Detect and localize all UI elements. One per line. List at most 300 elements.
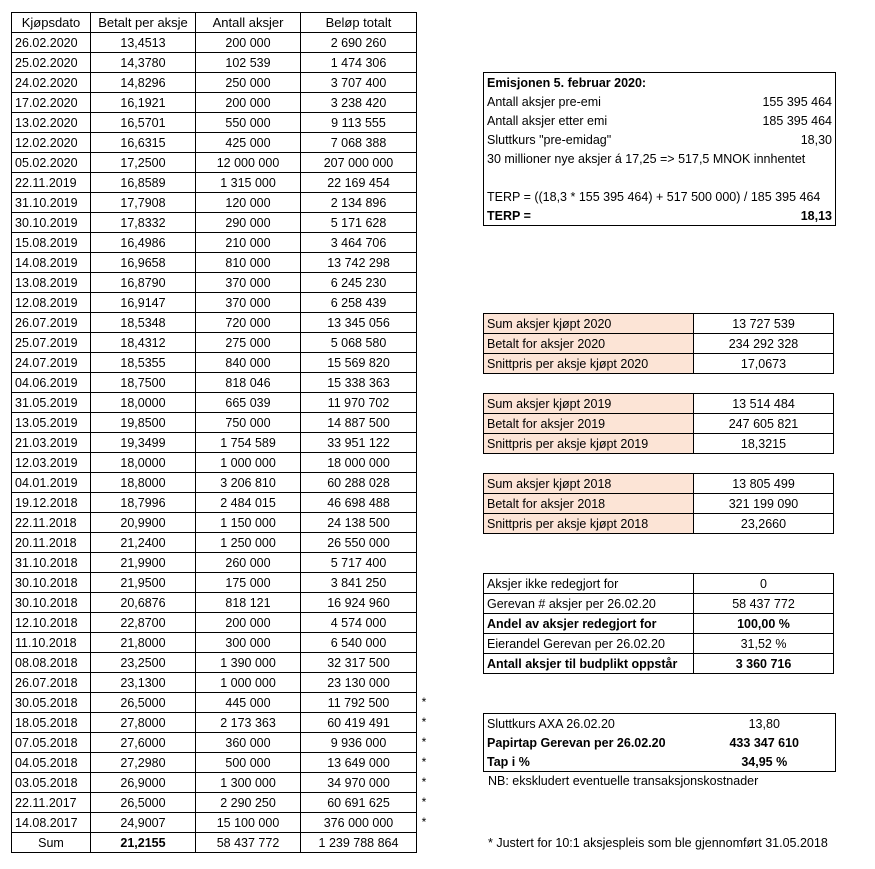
terp-label: TERP = — [487, 208, 531, 223]
table-row — [12, 593, 417, 613]
price-cell: 18,4312 — [91, 333, 196, 353]
split-marker — [418, 492, 430, 512]
table-row — [12, 93, 417, 113]
share-count-cell: 200 000 — [196, 613, 301, 633]
price-cell: 17,2500 — [91, 153, 196, 173]
ownership-label: Andel av aksjer redegjort for — [484, 614, 694, 634]
summary-value: 17,0673 — [694, 354, 834, 374]
price-cell: 26,9000 — [91, 773, 196, 793]
summary-2018-table — [483, 473, 834, 534]
summary-label: Sum aksjer kjøpt 2020 — [484, 314, 694, 334]
summary-value: 13 727 539 — [694, 314, 834, 334]
purchase-date-cell: 12.08.2019 — [12, 293, 91, 313]
price-cell: 17,7908 — [91, 193, 196, 213]
total-amount-cell: 33 951 122 — [301, 433, 417, 453]
table-row — [12, 53, 417, 73]
share-count-cell: 1 300 000 — [196, 773, 301, 793]
share-count-cell: 12 000 000 — [196, 153, 301, 173]
ownership-value: 58 437 772 — [694, 594, 834, 614]
summary-label: Sum aksjer kjøpt 2019 — [484, 394, 694, 414]
summary-label: Betalt for aksjer 2019 — [484, 414, 694, 434]
total-amount-cell: 18 000 000 — [301, 453, 417, 473]
ownership-label: Aksjer ikke redegjort for — [484, 574, 694, 594]
emission-label: Antall aksjer pre-emi — [487, 94, 601, 109]
share-count-cell: 120 000 — [196, 193, 301, 213]
total-amount-cell: 15 569 820 — [301, 353, 417, 373]
table-row — [12, 353, 417, 373]
table-row — [12, 733, 417, 753]
table-row — [12, 213, 417, 233]
split-marker: * — [421, 735, 427, 749]
ownership-label: Eierandel Gerevan per 26.02.20 — [484, 634, 694, 654]
table-row — [12, 573, 417, 593]
purchase-date-cell: 24.07.2019 — [12, 353, 91, 373]
sum-total-amount: 1 239 788 864 — [301, 833, 417, 853]
price-cell: 17,8332 — [91, 213, 196, 233]
total-amount-cell: 13 649 000 — [301, 753, 417, 773]
total-amount-cell: 7 068 388 — [301, 133, 417, 153]
total-amount-cell: 34 970 000 — [301, 773, 417, 793]
total-amount-cell: 6 540 000 — [301, 633, 417, 653]
price-cell: 20,9900 — [91, 513, 196, 533]
table-row — [12, 813, 417, 833]
purchase-date-cell: 26.07.2018 — [12, 673, 91, 693]
split-marker — [418, 32, 430, 52]
split-marker: * — [421, 815, 427, 829]
price-cell: 16,8589 — [91, 173, 196, 193]
total-amount-cell: 13 742 298 — [301, 253, 417, 273]
loss-box — [483, 713, 836, 772]
purchases-table-body — [12, 33, 417, 833]
price-cell: 18,0000 — [91, 393, 196, 413]
table-row — [12, 33, 417, 53]
summary-value: 18,3215 — [694, 434, 834, 454]
total-amount-cell: 26 550 000 — [301, 533, 417, 553]
share-count-cell: 250 000 — [196, 73, 301, 93]
share-count-cell: 175 000 — [196, 573, 301, 593]
share-count-cell: 15 100 000 — [196, 813, 301, 833]
split-marker — [418, 92, 430, 112]
purchase-date-cell: 22.11.2017 — [12, 793, 91, 813]
sum-share-count: 58 437 772 — [196, 833, 301, 853]
purchase-date-cell: 19.12.2018 — [12, 493, 91, 513]
price-cell: 16,6315 — [91, 133, 196, 153]
share-count-cell: 840 000 — [196, 353, 301, 373]
emission-label: Antall aksjer etter emi — [487, 113, 608, 128]
price-cell: 22,8700 — [91, 613, 196, 633]
sum-row — [12, 833, 417, 853]
share-count-cell: 1 390 000 — [196, 653, 301, 673]
total-amount-cell: 376 000 000 — [301, 813, 417, 833]
total-amount-cell: 1 474 306 — [301, 53, 417, 73]
split-marker — [418, 72, 430, 92]
purchase-date-cell: 14.08.2017 — [12, 813, 91, 833]
total-amount-cell: 2 134 896 — [301, 193, 417, 213]
split-marker — [418, 532, 430, 552]
summary-value: 234 292 328 — [694, 334, 834, 354]
split-marker: * — [421, 795, 427, 809]
ownership-label: Antall aksjer til budplikt oppstår — [484, 654, 694, 674]
purchase-date-cell: 25.02.2020 — [12, 53, 91, 73]
total-amount-cell: 6 245 230 — [301, 273, 417, 293]
table-row — [12, 153, 417, 173]
table-row — [12, 133, 417, 153]
table-row — [12, 693, 417, 713]
price-cell: 16,5701 — [91, 113, 196, 133]
emission-box — [483, 72, 836, 226]
total-amount-cell: 3 464 706 — [301, 233, 417, 253]
share-count-cell: 1 150 000 — [196, 513, 301, 533]
split-marker — [418, 272, 430, 292]
split-marker — [418, 112, 430, 132]
split-marker — [418, 252, 430, 272]
price-cell: 27,2980 — [91, 753, 196, 773]
total-amount-cell: 60 691 625 — [301, 793, 417, 813]
split-marker — [418, 372, 430, 392]
summary-value: 13 514 484 — [694, 394, 834, 414]
table-row — [12, 793, 417, 813]
summary-2020-table — [483, 313, 834, 374]
split-marker — [418, 592, 430, 612]
table-row — [12, 193, 417, 213]
share-count-cell: 445 000 — [196, 693, 301, 713]
split-marker — [418, 612, 430, 632]
table-row — [12, 113, 417, 133]
price-cell: 14,8296 — [91, 73, 196, 93]
table-row — [12, 713, 417, 733]
price-cell: 16,9147 — [91, 293, 196, 313]
total-amount-cell: 15 338 363 — [301, 373, 417, 393]
purchase-date-cell: 08.08.2018 — [12, 653, 91, 673]
share-count-cell: 300 000 — [196, 633, 301, 653]
price-cell: 16,1921 — [91, 93, 196, 113]
share-count-cell: 1 250 000 — [196, 533, 301, 553]
table-row — [12, 73, 417, 93]
purchase-date-cell: 04.01.2019 — [12, 473, 91, 493]
purchase-date-cell: 07.05.2018 — [12, 733, 91, 753]
price-cell: 27,8000 — [91, 713, 196, 733]
table-row — [12, 433, 417, 453]
loss-label: Sluttkurs AXA 26.02.20 — [487, 716, 615, 731]
total-amount-cell: 22 169 454 — [301, 173, 417, 193]
summary-label: Betalt for aksjer 2020 — [484, 334, 694, 354]
header-purchase-date: Kjøpsdato — [12, 13, 91, 33]
purchase-date-cell: 26.07.2019 — [12, 313, 91, 333]
summary-value: 247 605 821 — [694, 414, 834, 434]
emission-value: 18,30 — [800, 132, 832, 147]
table-row — [12, 453, 417, 473]
loss-label: Papirtap Gerevan per 26.02.20 — [487, 735, 666, 750]
split-marker — [418, 312, 430, 332]
split-marker — [418, 392, 430, 412]
purchase-date-cell: 05.02.2020 — [12, 153, 91, 173]
ownership-label: Gerevan # aksjer per 26.02.20 — [484, 594, 694, 614]
total-amount-cell: 3 707 400 — [301, 73, 417, 93]
share-count-cell: 370 000 — [196, 293, 301, 313]
split-marker — [418, 232, 430, 252]
price-cell: 16,9658 — [91, 253, 196, 273]
total-amount-cell: 9 936 000 — [301, 733, 417, 753]
loss-note: NB: ekskludert eventuelle transaksjonskostnader — [488, 774, 759, 788]
share-count-cell: 3 206 810 — [196, 473, 301, 493]
total-amount-cell: 32 317 500 — [301, 653, 417, 673]
split-marker — [418, 652, 430, 672]
share-count-cell: 1 000 000 — [196, 673, 301, 693]
summary-label: Snittpris per aksje kjøpt 2018 — [484, 514, 694, 534]
split-marker — [418, 432, 430, 452]
purchase-date-cell: 17.02.2020 — [12, 93, 91, 113]
total-amount-cell: 23 130 000 — [301, 673, 417, 693]
split-marker — [418, 292, 430, 312]
purchase-date-cell: 20.11.2018 — [12, 533, 91, 553]
table-row — [12, 773, 417, 793]
terp-value: 18,13 — [800, 208, 832, 223]
total-amount-cell: 2 690 260 — [301, 33, 417, 53]
share-count-cell: 210 000 — [196, 233, 301, 253]
purchase-date-cell: 04.05.2018 — [12, 753, 91, 773]
ownership-value: 3 360 716 — [694, 654, 834, 674]
ownership-value: 31,52 % — [694, 634, 834, 654]
share-count-cell: 1 000 000 — [196, 453, 301, 473]
table-row — [12, 313, 417, 333]
purchase-date-cell: 15.08.2019 — [12, 233, 91, 253]
terp-formula: TERP = ((18,3 * 155 395 464) + 517 500 000) / 185 395 464 — [487, 189, 821, 204]
ownership-table — [483, 573, 834, 674]
split-footnote: * Justert for 10:1 aksjespleis som ble gjennomført 31.05.2018 — [488, 836, 828, 850]
share-count-cell: 2 290 250 — [196, 793, 301, 813]
split-marker — [418, 632, 430, 652]
purchase-date-cell: 26.02.2020 — [12, 33, 91, 53]
share-count-cell: 665 039 — [196, 393, 301, 413]
total-amount-cell: 3 238 420 — [301, 93, 417, 113]
split-marker — [418, 512, 430, 532]
split-marker: * — [421, 715, 427, 729]
purchase-date-cell: 24.02.2020 — [12, 73, 91, 93]
summary-value: 321 199 090 — [694, 494, 834, 514]
summary-label: Sum aksjer kjøpt 2018 — [484, 474, 694, 494]
share-count-cell: 818 121 — [196, 593, 301, 613]
price-cell: 14,3780 — [91, 53, 196, 73]
purchase-date-cell: 30.10.2019 — [12, 213, 91, 233]
price-cell: 18,7500 — [91, 373, 196, 393]
loss-value: 433 347 610 — [729, 735, 799, 750]
table-row — [12, 373, 417, 393]
purchase-date-cell: 12.10.2018 — [12, 613, 91, 633]
share-count-cell: 425 000 — [196, 133, 301, 153]
price-cell: 26,5000 — [91, 693, 196, 713]
purchase-date-cell: 31.10.2019 — [12, 193, 91, 213]
sum-avg-price: 21,2155 — [91, 833, 196, 853]
total-amount-cell: 13 345 056 — [301, 313, 417, 333]
table-row — [12, 393, 417, 413]
emission-spacer — [484, 168, 836, 187]
split-marker — [418, 552, 430, 572]
loss-label: Tap i % — [487, 754, 530, 769]
total-amount-cell: 24 138 500 — [301, 513, 417, 533]
emission-value: 155 395 464 — [762, 94, 832, 109]
split-marker — [418, 192, 430, 212]
summary-2019-table — [483, 393, 834, 454]
split-marker — [418, 672, 430, 692]
purchase-date-cell: 22.11.2018 — [12, 513, 91, 533]
purchase-date-cell: 03.05.2018 — [12, 773, 91, 793]
price-cell: 18,7996 — [91, 493, 196, 513]
total-amount-cell: 5 068 580 — [301, 333, 417, 353]
price-cell: 21,9900 — [91, 553, 196, 573]
emission-value: 185 395 464 — [762, 113, 832, 128]
split-marker: * — [421, 695, 427, 709]
purchase-date-cell: 12.03.2019 — [12, 453, 91, 473]
price-cell: 16,4986 — [91, 233, 196, 253]
table-row — [12, 493, 417, 513]
purchase-date-cell: 18.05.2018 — [12, 713, 91, 733]
total-amount-cell: 60 288 028 — [301, 473, 417, 493]
share-count-cell: 720 000 — [196, 313, 301, 333]
ownership-value: 100,00 % — [694, 614, 834, 634]
table-row — [12, 613, 417, 633]
total-amount-cell: 9 113 555 — [301, 113, 417, 133]
total-amount-cell: 11 792 500 — [301, 693, 417, 713]
total-amount-cell: 60 419 491 — [301, 713, 417, 733]
purchase-date-cell: 30.05.2018 — [12, 693, 91, 713]
price-cell: 27,6000 — [91, 733, 196, 753]
split-marker — [418, 132, 430, 152]
sum-label: Sum — [12, 833, 91, 853]
share-count-cell: 550 000 — [196, 113, 301, 133]
summary-value: 13 805 499 — [694, 474, 834, 494]
price-cell: 16,8790 — [91, 273, 196, 293]
table-row — [12, 253, 417, 273]
total-amount-cell: 207 000 000 — [301, 153, 417, 173]
table-row — [12, 753, 417, 773]
price-cell: 18,8000 — [91, 473, 196, 493]
purchase-date-cell: 31.05.2019 — [12, 393, 91, 413]
summary-label: Betalt for aksjer 2018 — [484, 494, 694, 514]
purchase-date-cell: 13.08.2019 — [12, 273, 91, 293]
purchase-date-cell: 21.03.2019 — [12, 433, 91, 453]
share-count-cell: 290 000 — [196, 213, 301, 233]
share-count-cell: 200 000 — [196, 93, 301, 113]
table-row — [12, 653, 417, 673]
table-row — [12, 173, 417, 193]
total-amount-cell: 16 924 960 — [301, 593, 417, 613]
share-count-cell: 1 754 589 — [196, 433, 301, 453]
purchase-date-cell: 04.06.2019 — [12, 373, 91, 393]
share-count-cell: 260 000 — [196, 553, 301, 573]
total-amount-cell: 46 698 488 — [301, 493, 417, 513]
loss-value: 13,80 — [748, 716, 780, 731]
purchase-date-cell: 25.07.2019 — [12, 333, 91, 353]
table-row — [12, 413, 417, 433]
split-marker — [418, 332, 430, 352]
price-cell: 18,5355 — [91, 353, 196, 373]
table-row — [12, 633, 417, 653]
share-count-cell: 102 539 — [196, 53, 301, 73]
total-amount-cell: 4 574 000 — [301, 613, 417, 633]
share-count-cell: 275 000 — [196, 333, 301, 353]
table-row — [12, 473, 417, 493]
split-marker: * — [421, 775, 427, 789]
price-cell: 19,8500 — [91, 413, 196, 433]
share-count-cell: 2 484 015 — [196, 493, 301, 513]
purchase-date-cell: 13.02.2020 — [12, 113, 91, 133]
split-marker: * — [421, 755, 427, 769]
split-marker — [418, 212, 430, 232]
share-count-cell: 500 000 — [196, 753, 301, 773]
table-row — [12, 293, 417, 313]
table-row — [12, 333, 417, 353]
emission-title: Emisjonen 5. februar 2020: — [487, 75, 647, 90]
header-share-count: Antall aksjer — [196, 13, 301, 33]
share-count-cell: 370 000 — [196, 273, 301, 293]
share-count-cell: 2 173 363 — [196, 713, 301, 733]
split-marker — [418, 412, 430, 432]
purchase-date-cell: 22.11.2019 — [12, 173, 91, 193]
table-header-row — [12, 13, 417, 33]
purchases-table — [11, 12, 417, 853]
price-cell: 21,2400 — [91, 533, 196, 553]
price-cell: 26,5000 — [91, 793, 196, 813]
purchase-date-cell: 12.02.2020 — [12, 133, 91, 153]
total-amount-cell: 3 841 250 — [301, 573, 417, 593]
price-cell: 18,0000 — [91, 453, 196, 473]
split-marker — [418, 52, 430, 72]
share-count-cell: 360 000 — [196, 733, 301, 753]
split-marker — [418, 352, 430, 372]
header-total-amount: Beløp totalt — [301, 13, 417, 33]
price-cell: 23,1300 — [91, 673, 196, 693]
emission-label: Sluttkurs "pre-emidag" — [487, 132, 612, 147]
price-cell: 21,9500 — [91, 573, 196, 593]
emission-note: 30 millioner nye aksjer á 17,25 => 517,5 MNOK innhentet — [487, 151, 806, 166]
purchase-date-cell: 31.10.2018 — [12, 553, 91, 573]
table-row — [12, 513, 417, 533]
table-row — [12, 533, 417, 553]
share-count-cell: 750 000 — [196, 413, 301, 433]
price-cell: 23,2500 — [91, 653, 196, 673]
purchase-date-cell: 30.10.2018 — [12, 573, 91, 593]
header-price-per-share: Betalt per aksje — [91, 13, 196, 33]
purchase-date-cell: 13.05.2019 — [12, 413, 91, 433]
price-cell: 18,5348 — [91, 313, 196, 333]
split-marker — [418, 152, 430, 172]
total-amount-cell: 14 887 500 — [301, 413, 417, 433]
split-marker — [418, 472, 430, 492]
price-cell: 21,8000 — [91, 633, 196, 653]
share-count-cell: 200 000 — [196, 33, 301, 53]
table-row — [12, 673, 417, 693]
price-cell: 24,9007 — [91, 813, 196, 833]
total-amount-cell: 5 717 400 — [301, 553, 417, 573]
purchase-date-cell: 11.10.2018 — [12, 633, 91, 653]
purchase-date-cell: 14.08.2019 — [12, 253, 91, 273]
summary-value: 23,2660 — [694, 514, 834, 534]
split-marker — [418, 172, 430, 192]
total-amount-cell: 6 258 439 — [301, 293, 417, 313]
split-marker — [418, 572, 430, 592]
price-cell: 19,3499 — [91, 433, 196, 453]
ownership-value: 0 — [694, 574, 834, 594]
table-row — [12, 553, 417, 573]
purchase-date-cell: 30.10.2018 — [12, 593, 91, 613]
table-row — [12, 233, 417, 253]
split-marker — [418, 452, 430, 472]
loss-value: 34,95 % — [741, 754, 788, 769]
share-count-cell: 810 000 — [196, 253, 301, 273]
total-amount-cell: 11 970 702 — [301, 393, 417, 413]
price-cell: 20,6876 — [91, 593, 196, 613]
total-amount-cell: 5 171 628 — [301, 213, 417, 233]
